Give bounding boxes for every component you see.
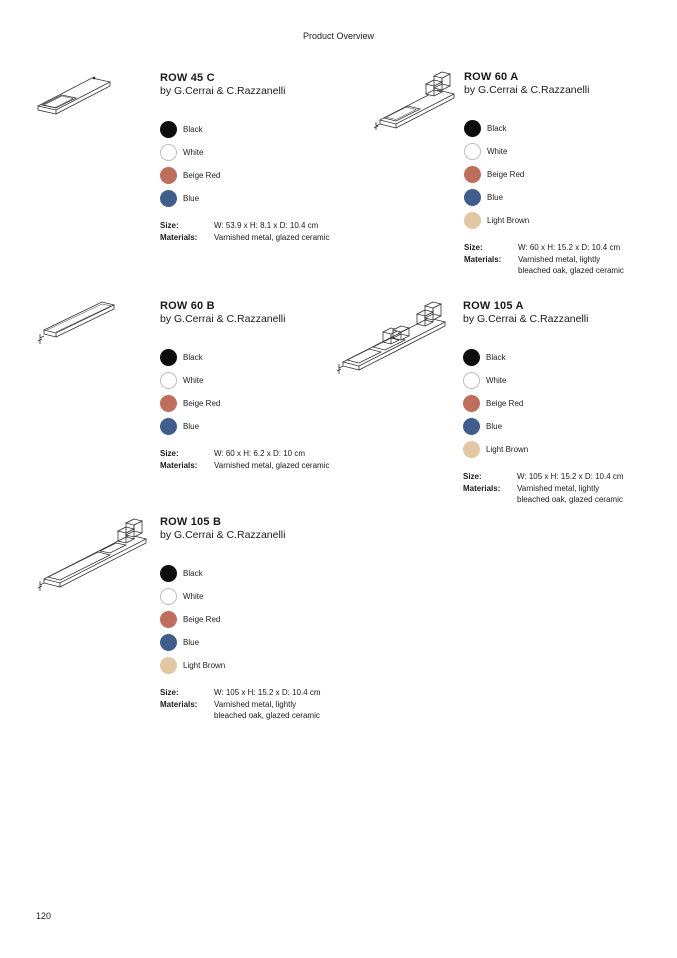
color-list: [464, 117, 664, 232]
row-60-b-illustration: [36, 298, 118, 350]
materials-value: Varnished metal, glazed ceramic: [214, 460, 330, 470]
color-swatch-light-brown: [464, 212, 481, 229]
color-option-white: [464, 140, 664, 163]
size-label: Size:: [160, 449, 179, 458]
color-swatch-light-brown: [463, 441, 480, 458]
color-swatch-beige-red: [160, 167, 177, 184]
color-label: Beige Red: [183, 399, 221, 408]
materials-value: Varnished metal, glazed ceramic: [214, 232, 330, 242]
color-option-white: [160, 141, 360, 164]
color-list: [463, 346, 663, 461]
color-option-light-brown: [160, 654, 360, 677]
product-designer: by G.Cerrai & C.Razzanelli: [464, 84, 590, 96]
product-row-105-b: [160, 516, 360, 722]
color-label: Blue: [183, 194, 200, 203]
color-label: Black: [183, 125, 203, 134]
product-title: ROW 105 B: [160, 516, 222, 528]
color-option-black: [160, 562, 360, 585]
color-option-white: [160, 369, 360, 392]
color-swatch-blue: [160, 418, 177, 435]
page-title: Product Overview: [302, 31, 375, 41]
product-title: ROW 105 A: [463, 300, 524, 312]
color-label: Black: [183, 353, 203, 362]
materials-value: Varnished metal, lightly: [518, 254, 601, 264]
color-label: Black: [183, 569, 203, 578]
color-swatch-white: [160, 372, 177, 389]
row-60-a-illustration: [372, 70, 458, 136]
color-label: White: [183, 148, 204, 157]
color-label: White: [183, 592, 204, 601]
product-row-105-a: [463, 300, 663, 506]
materials-label: Materials:: [463, 483, 501, 493]
size-label: Size:: [160, 688, 179, 697]
color-option-blue: [464, 186, 664, 209]
color-label: Blue: [183, 638, 200, 647]
color-option-blue: [463, 415, 663, 438]
product-title: ROW 60 A: [464, 71, 519, 83]
color-label: Beige Red: [183, 615, 221, 624]
product-specs: [464, 242, 664, 277]
color-option-blue: [160, 415, 360, 438]
product-title: ROW 60 B: [160, 300, 215, 312]
size-label: Size:: [160, 221, 179, 230]
color-option-black: [160, 118, 360, 141]
color-swatch-beige-red: [463, 395, 480, 412]
product-title: ROW 45 C: [160, 72, 215, 84]
materials-value: Varnished metal, lightly: [214, 699, 297, 709]
color-swatch-white: [160, 588, 177, 605]
materials-value: bleached oak, glazed ceramic: [517, 495, 623, 504]
color-swatch-black: [160, 565, 177, 582]
size-value: W: 60 x H: 15.2 x D: 10.4 cm: [518, 243, 621, 252]
color-label: Beige Red: [487, 170, 525, 179]
color-option-beige-red: [463, 392, 663, 415]
color-label: Light Brown: [183, 661, 226, 670]
color-option-black: [464, 117, 664, 140]
product-specs: [160, 220, 360, 243]
color-swatch-black: [463, 349, 480, 366]
color-swatch-black: [160, 121, 177, 138]
materials-label: Materials:: [160, 460, 198, 470]
color-option-black: [160, 346, 360, 369]
color-swatch-blue: [464, 189, 481, 206]
color-label: White: [487, 147, 508, 156]
product-specs: [160, 448, 360, 471]
color-swatch-black: [160, 349, 177, 366]
color-label: Black: [486, 353, 506, 362]
color-label: Beige Red: [486, 399, 524, 408]
color-label: Black: [487, 124, 507, 133]
color-swatch-white: [464, 143, 481, 160]
color-swatch-light-brown: [160, 657, 177, 674]
color-option-beige-red: [160, 164, 360, 187]
color-option-blue: [160, 631, 360, 654]
color-option-beige-red: [464, 163, 664, 186]
color-option-blue: [160, 187, 360, 210]
color-list: [160, 118, 360, 210]
product-designer: by G.Cerrai & C.Razzanelli: [160, 85, 286, 97]
materials-value: bleached oak, glazed ceramic: [214, 711, 320, 720]
size-label: Size:: [463, 472, 482, 481]
size-value: W: 53.9 x H: 8.1 x D: 10.4 cm: [214, 221, 319, 230]
color-option-white: [160, 585, 360, 608]
color-label: Beige Red: [183, 171, 221, 180]
color-option-white: [463, 369, 663, 392]
color-swatch-beige-red: [160, 395, 177, 412]
color-swatch-white: [463, 372, 480, 389]
row-105-b-illustration: [36, 515, 152, 595]
product-specs: [463, 471, 663, 506]
color-option-beige-red: [160, 608, 360, 631]
color-swatch-blue: [463, 418, 480, 435]
product-row-60-a: [464, 71, 664, 277]
color-label: Light Brown: [487, 216, 530, 225]
color-swatch-blue: [160, 190, 177, 207]
color-swatch-beige-red: [160, 611, 177, 628]
product-designer: by G.Cerrai & C.Razzanelli: [160, 529, 286, 541]
product-designer: by G.Cerrai & C.Razzanelli: [463, 313, 589, 325]
color-label: White: [486, 376, 507, 385]
color-list: [160, 562, 360, 677]
materials-label: Materials:: [160, 699, 198, 709]
color-label: Blue: [486, 422, 503, 431]
color-swatch-black: [464, 120, 481, 137]
color-option-black: [463, 346, 663, 369]
materials-label: Materials:: [160, 232, 198, 242]
color-option-light-brown: [463, 438, 663, 461]
color-option-light-brown: [464, 209, 664, 232]
color-swatch-blue: [160, 634, 177, 651]
product-row-45-c: [160, 72, 360, 243]
materials-value: Varnished metal, lightly: [517, 483, 600, 493]
materials-label: Materials:: [464, 254, 502, 264]
page-number: 120: [36, 911, 52, 921]
size-label: Size:: [464, 243, 483, 252]
color-label: Blue: [183, 422, 200, 431]
materials-value: bleached oak, glazed ceramic: [518, 266, 624, 275]
color-label: Blue: [487, 193, 504, 202]
color-swatch-white: [160, 144, 177, 161]
color-swatch-beige-red: [464, 166, 481, 183]
size-value: W: 60 x H: 6.2 x D: 10 cm: [214, 449, 305, 458]
product-designer: by G.Cerrai & C.Razzanelli: [160, 313, 286, 325]
product-row-60-b: [160, 300, 360, 471]
color-option-beige-red: [160, 392, 360, 415]
row-45-c-illustration: [36, 72, 114, 122]
color-list: [160, 346, 360, 438]
product-specs: [160, 687, 360, 722]
color-label: White: [183, 376, 204, 385]
size-value: W: 105 x H: 15.2 x D: 10.4 cm: [214, 688, 321, 697]
color-label: Light Brown: [486, 445, 529, 454]
size-value: W: 105 x H: 15.2 x D: 10.4 cm: [517, 472, 624, 481]
